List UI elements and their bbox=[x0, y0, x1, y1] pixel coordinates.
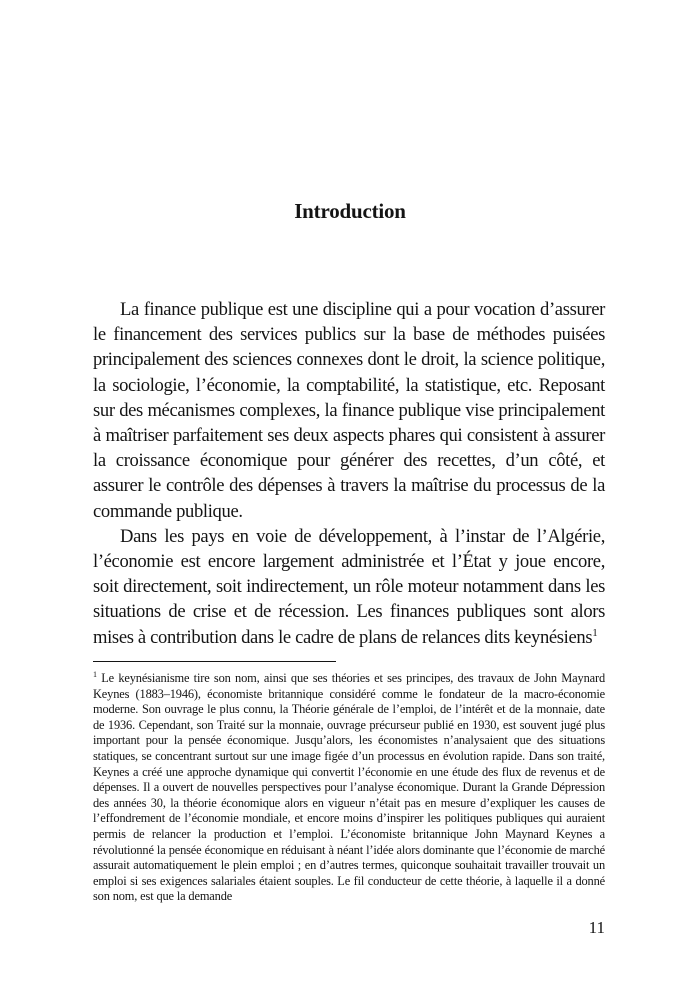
page-number: 11 bbox=[588, 918, 605, 937]
body-text bbox=[93, 297, 605, 650]
footnote-reference[interactable]: 1 bbox=[592, 626, 598, 639]
footnote-separator bbox=[93, 661, 336, 662]
chapter-title: Introduction bbox=[294, 199, 406, 223]
paragraph-1: La finance publique est une discipline qui a pour vocation d’assurer le financement des services publics sur la base de méthodes puisées principalement des sciences connexes dont le droit, la science politique, la sociologie, l’économie, la comptabilité, la statistique, etc. Reposant sur des mécanismes complexes, la finance publique vise principalement à maîtriser parfaitement ses deux aspects phares qui consistent à assurer la croissance économique pour générer des recettes, d’un côté, et assurer le contrôle des dépenses à travers la maîtrise du processus de la commande publique. bbox=[93, 299, 605, 522]
paragraph-2-text: Dans les pays en voie de développement, à l’instar de l’Algérie, l’économie est encore largement administrée et l’État y joue encore, soit directement, soit indirectement, un rôle moteur notamment dans les situations de crise et de récession. Les finances publiques sont alors mises à contribution dans le cadre de plans de relances dits keynésiens bbox=[93, 525, 605, 648]
footnote-text: Le keynésianisme tire son nom, ainsi que ses théories et ses principes, des travaux de John Maynard Keynes (1883–1946), économiste britannique considéré comme le fondateur de la macro-économie moderne. Son ouvrage le plus connu, la Théorie générale de l’emploi, de l’intérêt et de la monnaie, date de 1936. Cependant, son Traité sur la monnaie, ouvrage précurseur publié en 1930, est souvent jugé plus important pour la pensée économique. Jusqu’alors, les économistes n’analysaient que des situations statiques, se concentrant surtout sur une image figée d’un processus en évolution rapide. Dans son traité, Keynes a créé une approche dynamique qui convertit l’économie en une étude des flux de revenus et de dépenses. Il a ouvert de nouvelles perspectives pour l’analyse économique. Durant la Grande Dépression des années 30, la théorie économique alors en vigueur n’était pas en mesure d’expliquer les causes de l’effondrement de l’économie mondiale, et encore moins d’inspirer les politiques publiques qui auraient permis de relancer la production et l’emploi. L’économiste britannique John Maynard Keynes a révolutionné la pensée économique en réduisant à néant l’idée alors dominante que l’économie de marché assurait automatiquement le plein emploi ; en d’autres termes, quiconque souhaitait travailler trouvait un emploi si ses exigences salariales étaient souples. Le fil conducteur de cette théorie, à laquelle il a donné son nom, est que la demande bbox=[93, 671, 605, 904]
footnote bbox=[93, 671, 605, 905]
paragraph-2 bbox=[93, 524, 605, 650]
footnote-marker: 1 bbox=[93, 670, 97, 679]
